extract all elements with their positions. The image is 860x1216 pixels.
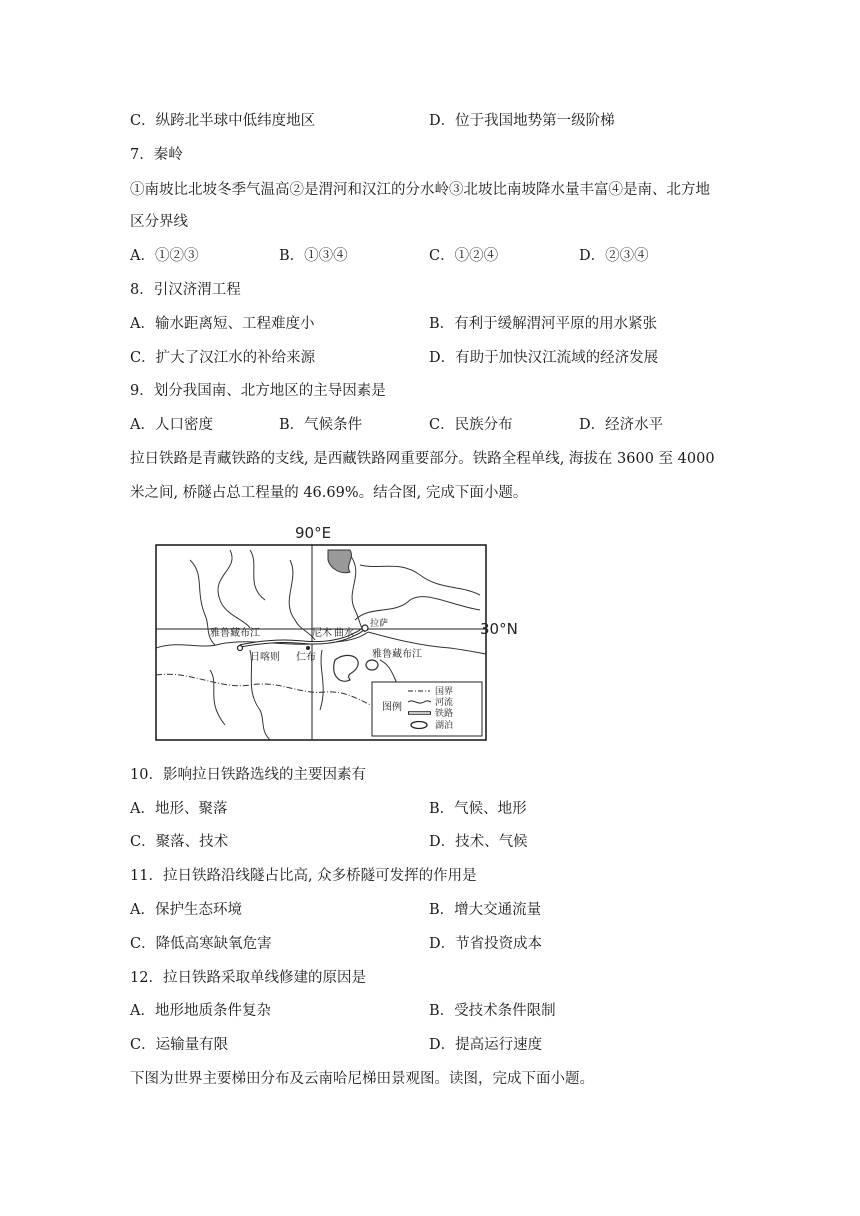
q10-option-d: D．技术、气候	[429, 834, 528, 850]
q7-option-b: B．①③④	[279, 248, 348, 264]
q10-option-c: C．聚落、技术	[130, 834, 229, 850]
passage1-line2: 米之间, 桥隧占总工程量的 46.69%。结合图, 完成下面小题。	[130, 485, 528, 501]
q10-option-a: A．地形、聚落	[130, 801, 228, 817]
q8-option-a: A．输水距离短、工程难度小	[130, 316, 315, 332]
legend-label-river: 河流	[435, 698, 454, 708]
railway-map-svg	[150, 520, 518, 745]
q10-option-b: B．气候、地形	[429, 801, 527, 817]
q10-stem: 10．影响拉日铁路选线的主要因素有	[130, 767, 366, 783]
q11-option-d: D．节省投资成本	[429, 936, 543, 952]
q12-option-d: D．提高运行速度	[429, 1037, 543, 1053]
legend-label-railway: 铁路	[435, 709, 454, 719]
q7-stem: 7．秦岭	[130, 147, 183, 163]
q12-option-b: B．受技术条件限制	[429, 1003, 556, 1019]
q12-stem: 12．拉日铁路采取单线修建的原因是	[130, 970, 366, 986]
q12-option-c: C．运输量有限	[130, 1037, 229, 1053]
q8-stem: 8．引汉济渭工程	[130, 282, 241, 298]
q6-option-d: D．位于我国地势第一级阶梯	[429, 113, 615, 129]
q9-option-b: B．气候条件	[279, 417, 363, 433]
legend-label-border: 国界	[435, 687, 454, 697]
q8-option-b: B．有利于缓解渭河平原的用水紧张	[429, 316, 658, 332]
q11-stem: 11．拉日铁路沿线隧占比高, 众多桥隧可发挥的作用是	[130, 868, 477, 884]
q9-stem: 9．划分我国南、北方地区的主导因素是	[130, 383, 386, 399]
label-qushui: 曲水	[334, 628, 354, 639]
label-renbu: 仁布	[296, 652, 316, 663]
q7-option-a: A．①②③	[130, 248, 199, 264]
label-river-right: 雅鲁藏布江	[372, 649, 422, 660]
q8-option-d: D．有助于加快汉江流域的经济发展	[429, 350, 659, 366]
q9-option-d: D．经济水平	[579, 417, 664, 433]
q7-option-d: D．②③④	[579, 248, 649, 264]
railway-map	[150, 520, 518, 745]
label-rikaze: 日喀则	[250, 652, 280, 663]
q6-option-c: C．纵跨北半球中低纬度地区	[130, 113, 316, 129]
q9-option-c: C．民族分布	[429, 417, 513, 433]
legend-label-lake: 湖泊	[435, 721, 454, 731]
label-river-left: 雅鲁藏布江	[210, 628, 260, 639]
q11-option-a: A．保护生态环境	[130, 902, 242, 918]
map-legend	[372, 682, 482, 736]
longitude-label: 90°E	[295, 524, 332, 542]
q7-statement-line2: 区分界线	[130, 214, 188, 230]
latitude-label: 30°N	[480, 620, 518, 638]
q11-option-c: C．降低高寒缺氧危害	[130, 936, 272, 952]
q11-option-b: B．增大交通流量	[429, 902, 542, 918]
label-lasa: 拉萨	[370, 619, 389, 629]
q7-statement-line1: ①南坡比北坡冬季气温高②是渭河和汉江的分水岭③北坡比南坡降水量丰富④是南、北方地	[130, 182, 710, 198]
legend-title: 图例	[382, 702, 402, 713]
label-nimu: 尼木	[312, 628, 332, 639]
q9-option-a: A．人口密度	[130, 417, 213, 433]
city-renbu-marker	[306, 646, 310, 650]
city-lasa-marker	[362, 625, 368, 631]
city-rikaze-marker	[238, 646, 243, 651]
q12-option-a: A．地形地质条件复杂	[130, 1003, 271, 1019]
passage1-line1: 拉日铁路是青藏铁路的支线, 是西藏铁路网重要部分。铁路全程单线, 海拔在 3600 至 4000	[130, 451, 715, 467]
q7-option-c: C．①②④	[429, 248, 499, 264]
q8-option-c: C．扩大了汉江水的补给来源	[130, 350, 316, 366]
passage2-line1: 下图为世界主要梯田分布及云南哈尼梯田景观图。读图，完成下面小题。	[130, 1071, 594, 1087]
